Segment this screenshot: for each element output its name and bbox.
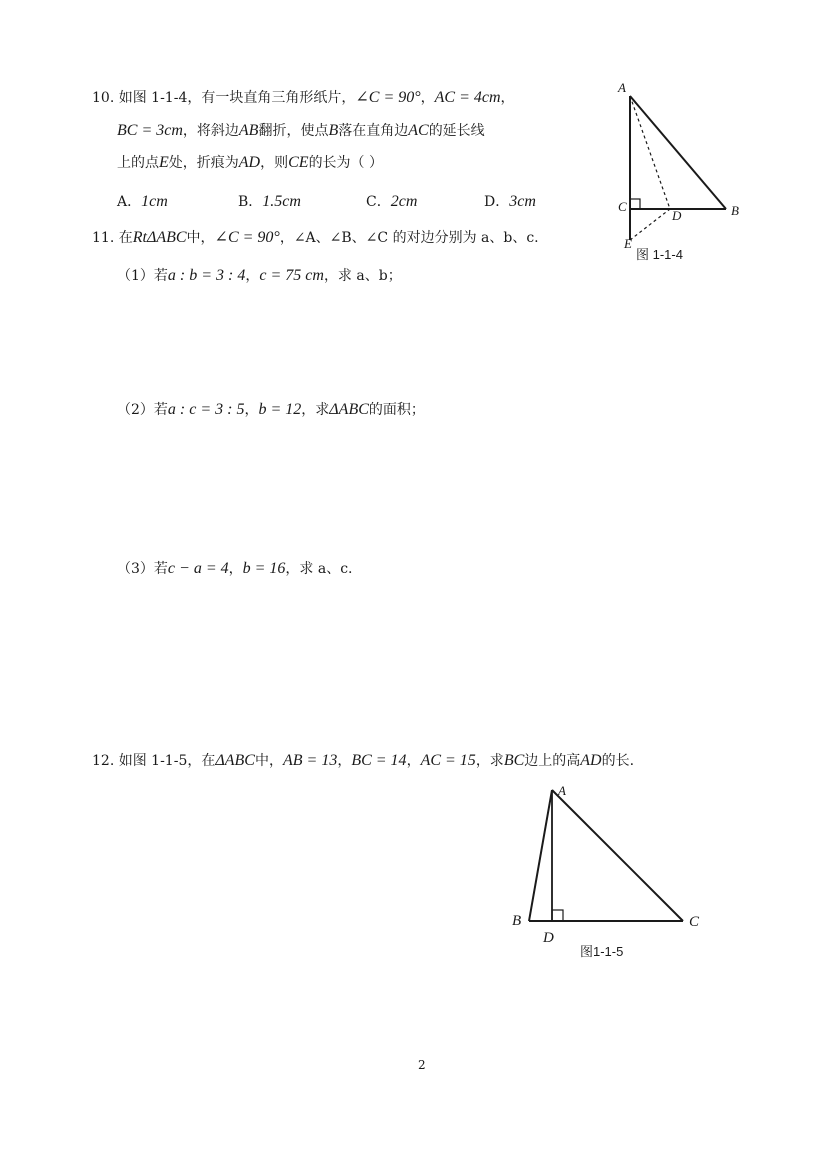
- q10-text: ，将斜边: [182, 123, 239, 139]
- q10-line-2: [117, 121, 485, 141]
- part-label: （2）若: [117, 402, 168, 418]
- q12-text: ，求: [475, 753, 504, 769]
- q10-math: AC = 4cm: [434, 89, 501, 106]
- q10-text: ，则: [260, 155, 289, 171]
- q11-text: ，求 a、c.: [285, 561, 353, 577]
- q10-math: AC: [408, 122, 429, 139]
- figure-1-1-4-caption: 图 1-1-4: [636, 247, 683, 262]
- q11-part-2: [117, 400, 425, 420]
- figure-1-1-5: [505, 780, 705, 945]
- label-d: D: [672, 208, 682, 223]
- option-value: 2cm: [390, 193, 418, 210]
- figure-1-1-4: [600, 78, 760, 253]
- q10-text: 的长为（ ）: [308, 155, 384, 171]
- q10-text: 落在直角边: [338, 123, 409, 139]
- q11-math: ΔABC: [329, 401, 369, 418]
- label-b: B: [731, 203, 739, 218]
- option-value: 1cm: [141, 193, 168, 210]
- q11-text: ，求: [301, 402, 330, 418]
- label-a: A: [558, 783, 566, 798]
- q11-part-1: [117, 266, 402, 286]
- q11-text: ，: [244, 402, 259, 418]
- q12-text: 的长.: [601, 753, 635, 769]
- q10-text: ，: [420, 90, 435, 106]
- q10-text: 翻折，使点: [258, 123, 329, 139]
- q11-math: c − a = 4: [167, 560, 229, 577]
- option-key: B．: [238, 194, 263, 210]
- q11-math: a : c = 3 : 5: [167, 401, 245, 418]
- q10-math: AB: [238, 122, 259, 139]
- q10-option-d: [484, 191, 536, 211]
- q11-number: 11.: [92, 230, 115, 246]
- label-d: D: [543, 930, 554, 946]
- q12-math: AC = 15: [420, 752, 476, 769]
- q12-math: BC: [503, 752, 525, 769]
- q12-text: 中，: [254, 753, 283, 769]
- q10-text: 的延长线: [428, 123, 485, 139]
- q10-math: AD: [238, 154, 261, 171]
- q12-text: ，: [337, 753, 352, 769]
- q10-line-1: [92, 88, 515, 108]
- q11-line-1: [92, 228, 539, 248]
- q12-math: ΔABC: [215, 752, 255, 769]
- part-label: （3）若: [117, 561, 168, 577]
- right-angle-mark: [630, 199, 640, 209]
- q11-text: ，∠A、∠B、∠C 的对边分别为 a、b、c.: [279, 230, 539, 246]
- q11-math: b = 16: [242, 560, 286, 577]
- q11-math: RtΔABC: [132, 229, 187, 246]
- q10-math: BC = 3cm: [117, 122, 183, 139]
- q11-text: 在: [118, 230, 133, 246]
- q10-math: B: [328, 122, 339, 139]
- q12-text: 如图 1-1-5，在: [118, 753, 216, 769]
- fold-ad: [630, 96, 670, 209]
- q12-text: 边上的高: [524, 753, 581, 769]
- fold-ed: [630, 209, 670, 240]
- q10-math: E: [159, 154, 169, 171]
- q11-math: b = 12: [258, 401, 302, 418]
- q12-math: AB = 13: [282, 752, 338, 769]
- q12-math: AD: [580, 752, 602, 769]
- q10-line-3: [117, 153, 383, 173]
- q11-math: a : b = 3 : 4: [167, 267, 246, 284]
- q10-text: 如图 1-1-4，有一块直角三角形纸片，: [118, 90, 356, 106]
- q12-line-1: [92, 751, 634, 771]
- label-c: C: [618, 199, 627, 214]
- edge-ab: [630, 96, 726, 209]
- page-number: 2: [418, 1058, 426, 1072]
- part-label: （1）若: [117, 268, 168, 284]
- q10-text: ，: [500, 90, 515, 106]
- q11-text: 中，: [186, 230, 215, 246]
- option-key: A．: [117, 194, 142, 210]
- right-angle-mark: [552, 910, 563, 921]
- q12-math: BC = 14: [351, 752, 407, 769]
- label-e: E: [624, 236, 632, 251]
- q11-part-3: [117, 559, 353, 579]
- figure-1-1-5-caption: 图1-1-5: [580, 944, 624, 959]
- option-value: 1.5cm: [262, 193, 301, 210]
- option-key: C．: [366, 194, 391, 210]
- edge-ac: [552, 790, 683, 921]
- q12-number: 12.: [92, 753, 115, 769]
- q10-math: CE: [288, 154, 309, 171]
- q10-option-b: [238, 191, 301, 211]
- q11-text: ，: [228, 561, 243, 577]
- q10-text: 上的点: [117, 155, 159, 171]
- label-a: A: [618, 80, 626, 95]
- q10-text: 处，折痕为: [168, 155, 239, 171]
- q11-math: c = 75 cm: [259, 267, 324, 284]
- q12-text: ，: [406, 753, 421, 769]
- option-value: 3cm: [509, 193, 536, 210]
- q11-math: ∠C = 90°: [214, 229, 280, 246]
- q11-text: ，求 a、b；: [323, 268, 402, 284]
- option-key: D．: [484, 194, 510, 210]
- q10-option-a: [117, 191, 168, 211]
- label-b: B: [512, 913, 522, 929]
- q11-text: ，: [245, 268, 260, 284]
- q10-number: 10.: [92, 90, 115, 106]
- q10-math: ∠C = 90°: [355, 89, 421, 106]
- label-c: C: [689, 914, 700, 930]
- edge-ab: [529, 790, 552, 921]
- q11-text: 的面积；: [368, 402, 425, 418]
- q10-option-c: [366, 191, 417, 211]
